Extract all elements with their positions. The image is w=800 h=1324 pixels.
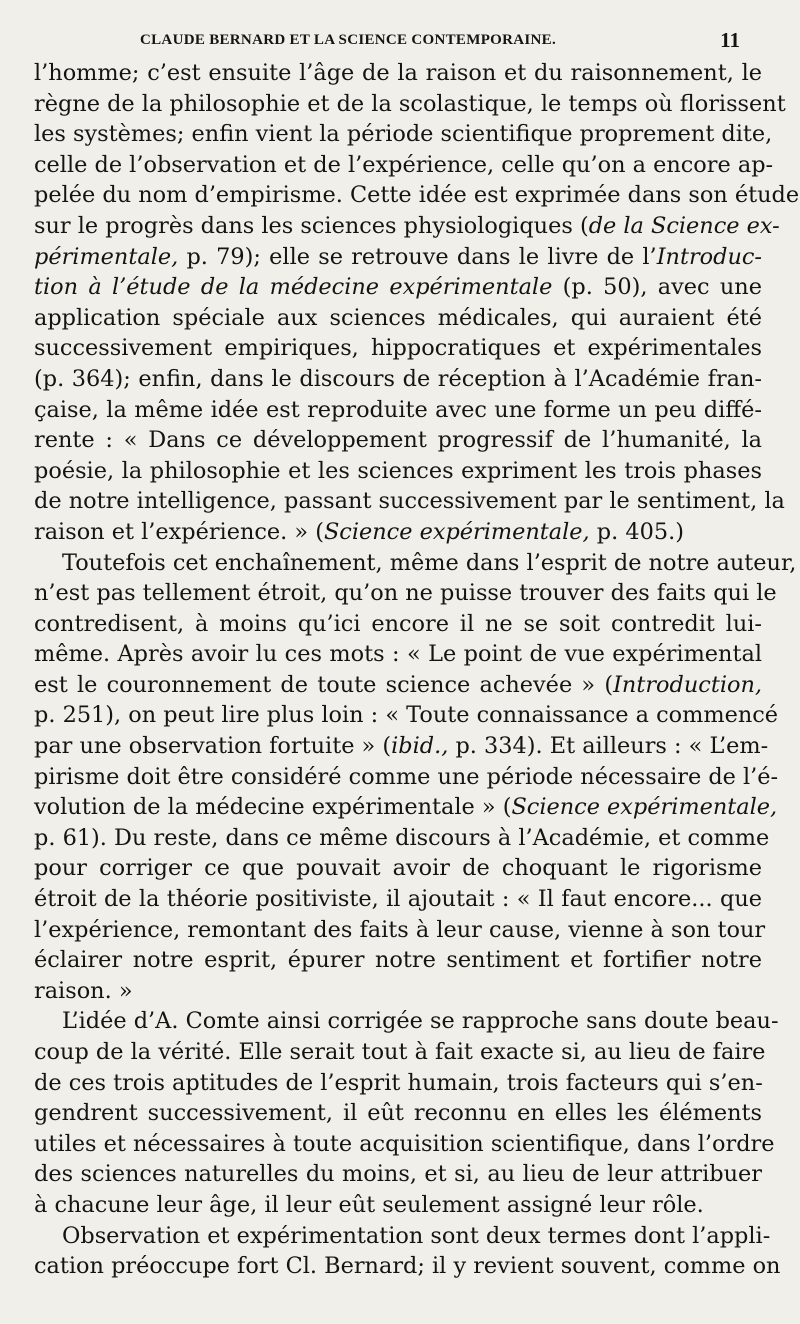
text-line bbox=[34, 609, 762, 640]
text-line bbox=[34, 150, 774, 181]
text-segment: même. Après avoir lu ces mots : « Le point de vue expérimental bbox=[34, 641, 762, 668]
text-line bbox=[34, 89, 786, 120]
text-line bbox=[34, 333, 762, 364]
text-line bbox=[34, 1221, 771, 1252]
page-number: 11 bbox=[720, 28, 740, 52]
text-line bbox=[34, 242, 762, 273]
text-line bbox=[34, 364, 762, 395]
text-segment: p. 334). Et ailleurs : « L’em- bbox=[448, 733, 769, 760]
text-line bbox=[34, 884, 762, 915]
text-segment: rente : « Dans ce développement progressif de l’humanité, la bbox=[34, 427, 762, 454]
text-segment: pour corriger ce que pouvait avoir de choquant le rigorisme bbox=[34, 855, 762, 882]
italic-text: périmentale, bbox=[34, 243, 179, 270]
text-segment: éclairer notre esprit, épurer notre sentiment et fortifier notre bbox=[34, 947, 762, 974]
text-line bbox=[34, 272, 762, 303]
italic-text: Science expérimentale, bbox=[323, 518, 590, 545]
text-segment: l’expérience, remontant des faits à leur cause, vienne à son tour bbox=[34, 916, 766, 943]
text-segment: par une observation fortuite » ( bbox=[34, 733, 392, 760]
text-segment: Toutefois cet enchaînement, même dans l’esprit de notre auteur, bbox=[62, 549, 797, 576]
text-segment: Observation et expérimentation sont deux termes dont l’appli- bbox=[62, 1222, 771, 1249]
text-segment: raison. » bbox=[34, 977, 133, 1004]
text-line bbox=[34, 792, 778, 823]
text-line bbox=[34, 823, 770, 854]
text-line bbox=[34, 180, 800, 211]
text-line bbox=[34, 670, 762, 701]
text-segment: raison et l’expérience. » ( bbox=[34, 518, 324, 545]
text-segment: (p. 364); enfin, dans le discours de réception à l’Académie fran- bbox=[34, 365, 762, 392]
text-segment: coup de la vérité. Elle serait tout à fait exacte si, au lieu de faire bbox=[34, 1039, 766, 1065]
text-segment: pelée du nom d’empirisme. Cette idée est exprimée dans son étude bbox=[34, 182, 800, 209]
text-line bbox=[34, 456, 762, 487]
text-line bbox=[34, 976, 762, 1007]
italic-text: Introduc- bbox=[656, 243, 762, 270]
text-segment: à chacune leur âge, il leur eût seulement assigné leur rôle. bbox=[34, 1191, 704, 1218]
italic-text: ibid., bbox=[391, 733, 449, 760]
text-segment: étroit de la théorie positiviste, il ajoutait : « Il faut encore... que bbox=[34, 886, 762, 913]
text-segment: l’homme; c’est ensuite l’âge de la raison et du raisonnement, le bbox=[34, 60, 762, 86]
text-segment: p. 61). Du reste, dans ce même discours à l’Académie, et comme bbox=[34, 824, 770, 851]
text-segment: volution de la médecine expérimentale » ( bbox=[34, 794, 512, 821]
text-line bbox=[34, 915, 766, 946]
text-line bbox=[34, 1129, 775, 1160]
body-text bbox=[34, 58, 800, 1282]
page-header bbox=[140, 28, 740, 56]
text-line bbox=[34, 578, 777, 609]
text-line bbox=[34, 119, 773, 150]
text-segment: n’est pas tellement étroit, qu’on ne puisse trouver des faits qui le bbox=[34, 580, 777, 607]
text-line bbox=[34, 1068, 762, 1099]
text-segment: pirisme doit être considéré comme une période nécessaire de l’é- bbox=[34, 763, 779, 790]
text-line bbox=[34, 211, 780, 242]
text-line bbox=[34, 1190, 762, 1221]
text-line bbox=[34, 517, 762, 548]
text-line bbox=[34, 1098, 762, 1129]
text-line bbox=[34, 486, 785, 517]
text-segment: L’idée d’A. Comte ainsi corrigée se rapproche sans doute beau- bbox=[62, 1008, 779, 1035]
text-line bbox=[34, 303, 762, 334]
text-segment: contredisent, à moins qu’ici encore il ne se soit contredit lui- bbox=[34, 610, 762, 637]
text-line bbox=[34, 1037, 766, 1068]
text-line bbox=[34, 1006, 779, 1037]
text-segment: des sciences naturelles du moins, et si, au lieu de leur attribuer bbox=[34, 1161, 762, 1188]
text-segment: règne de la philosophie et de la scolastique, le temps où florissent bbox=[34, 90, 786, 117]
text-line bbox=[34, 58, 762, 89]
text-segment: gendrent successivement, il eût reconnu en elles les éléments bbox=[34, 1100, 762, 1127]
running-title: CLAUDE BERNARD ET LA SCIENCE CONTEMPORAINE. bbox=[140, 32, 557, 48]
italic-text: de la Science ex- bbox=[588, 212, 780, 239]
text-segment: utiles et nécessaires à toute acquisition scientifique, dans l’ordre bbox=[34, 1130, 775, 1157]
text-segment: çaise, la même idée est reproduite avec une forme un peu diffé- bbox=[34, 396, 762, 423]
text-segment: application spéciale aux sciences médicales, qui auraient été bbox=[34, 304, 762, 331]
text-segment: de notre intelligence, passant successivement par le sentiment, la bbox=[34, 488, 785, 515]
text-segment: cation préoccupe fort Cl. Bernard; il y revient souvent, comme on bbox=[34, 1253, 781, 1280]
text-line bbox=[34, 395, 762, 426]
text-segment: poésie, la philosophie et les sciences expriment les trois phases bbox=[34, 457, 762, 484]
text-line bbox=[34, 853, 762, 884]
text-line bbox=[34, 700, 779, 731]
text-segment: p. 405.) bbox=[589, 518, 684, 545]
text-segment: celle de l’observation et de l’expérience, celle qu’on a encore ap- bbox=[34, 151, 774, 178]
text-line bbox=[34, 1159, 762, 1190]
text-segment: les systèmes; enfin vient la période scientifique proprement dite, bbox=[34, 121, 773, 148]
text-line bbox=[34, 762, 779, 793]
text-line bbox=[34, 945, 762, 976]
italic-text: tion à l’étude de la médecine expérimentale bbox=[34, 274, 553, 301]
text-line bbox=[34, 425, 762, 456]
text-segment: sur le progrès dans les sciences physiologiques ( bbox=[34, 212, 589, 239]
text-segment: successivement empiriques, hippocratiques et expérimentales bbox=[34, 335, 762, 362]
text-line bbox=[34, 548, 797, 579]
text-segment: p. 251), on peut lire plus loin : « Toute connaissance a commencé bbox=[34, 702, 779, 729]
text-segment: p. 79); elle se retrouve dans le livre de l’ bbox=[178, 243, 657, 270]
text-segment: est le couronnement de toute science achevée » ( bbox=[34, 671, 614, 698]
text-line bbox=[34, 1251, 781, 1282]
text-segment: de ces trois aptitudes de l’esprit humain, trois facteurs qui s’en- bbox=[34, 1069, 763, 1096]
text-line bbox=[34, 639, 762, 670]
italic-text: Science expérimentale, bbox=[511, 794, 778, 821]
text-segment: (p. 50), avec une bbox=[552, 274, 762, 301]
italic-text: Introduction, bbox=[613, 671, 762, 698]
text-line bbox=[34, 731, 769, 762]
